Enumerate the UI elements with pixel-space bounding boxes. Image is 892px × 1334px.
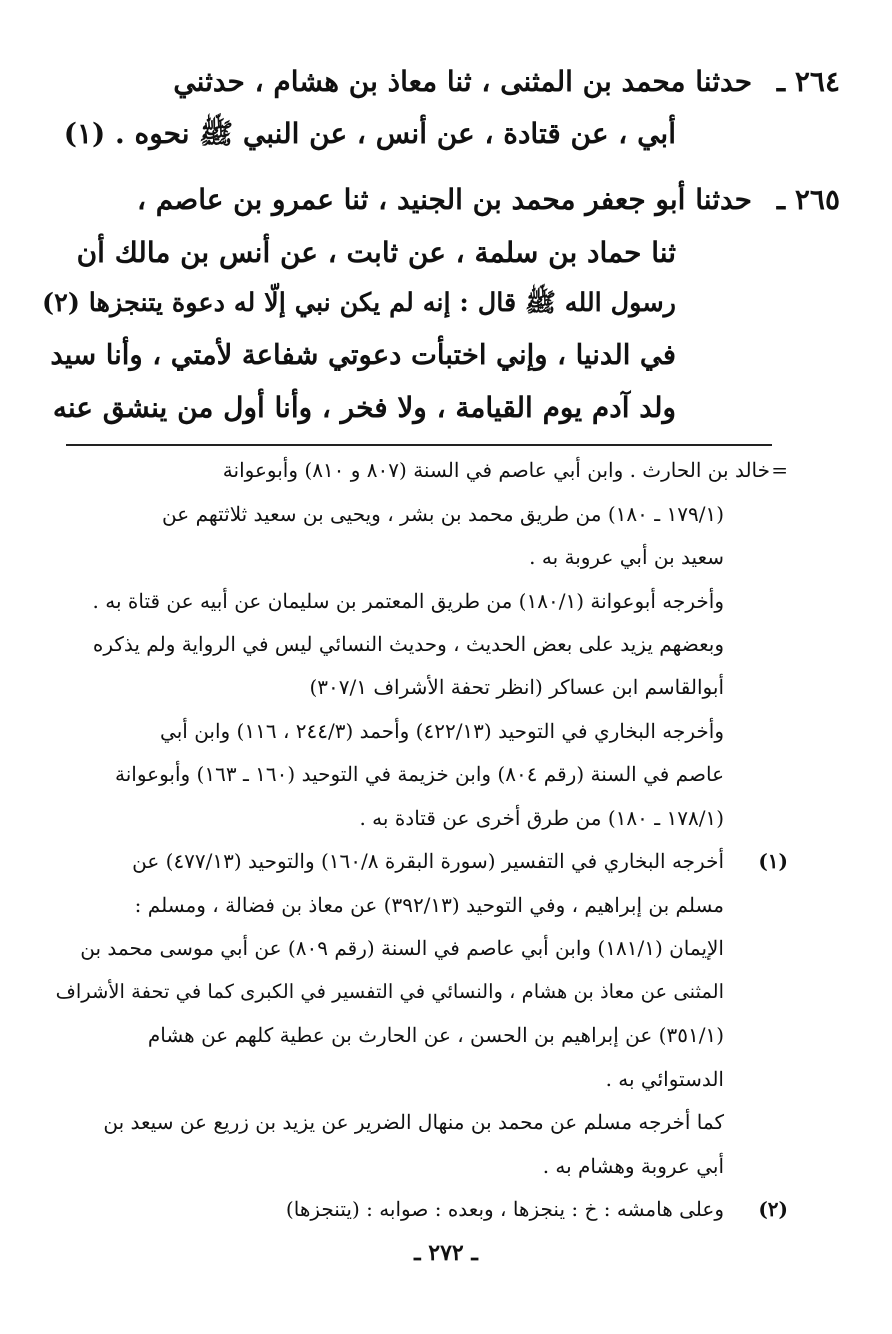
- hadith-text-line: أبي ، عن قتادة ، عن أنس ، عن النبي ﷺ نحوه . (١): [63, 117, 676, 150]
- footnote-line: مسلم بن إبراهيم ، وفي التوحيد (٣٩٢/١٣) عن معاذ بن فضالة ، ومسلم :: [134, 893, 724, 917]
- footnote-line: وعلى هامشه : خ : ينجزها ، وبعده : صوابه : (يتنجزها): [285, 1197, 724, 1221]
- footnote-line: المثنى عن معاذ بن هشام ، والنسائي في التفسير في الكبرى كما في تحفة الأشراف: [55, 980, 724, 1003]
- hadith-number: ٢٦٥ ـ: [776, 183, 840, 216]
- footnote-line: أخرجه البخاري في التفسير (سورة البقرة ١٦٠/٨) والتوحيد (٤٧٧/١٣) عن: [132, 849, 724, 873]
- footnote-line: وأخرجه أبوعوانة (١٨٠/١) من طريق المعتمر بن سليمان عن أبيه عن قتاة به .: [92, 589, 724, 613]
- footnote-line: كما أخرجه مسلم عن محمد بن منهال الضرير عن يزيد بن زريع عن سيعد بن: [103, 1110, 724, 1134]
- hadith-number: ٢٦٤ ـ: [776, 65, 840, 98]
- footnote-line: (٣٥١/١) عن إبراهيم بن الحسن ، عن الحارث بن عطية كلهم عن هشام: [147, 1023, 724, 1047]
- footnote-line: وأخرجه البخاري في التوحيد (٤٢٢/١٣) وأحمد (٢٤٤/٣ ، ١١٦) وابن أبي: [160, 719, 724, 743]
- page-number: ـ ٢٧٢ ـ: [414, 1240, 478, 1266]
- footnote-line: أبي عروبة وهشام به .: [542, 1154, 724, 1178]
- hadith-text-line: حدثنا محمد بن المثنى ، ثنا معاذ بن هشام ، حدثني: [173, 65, 752, 98]
- hadith-text-line: حدثنا أبو جعفر محمد بن الجنيد ، ثنا عمرو بن عاصم ،: [137, 183, 752, 216]
- footnote-line: خالد بن الحارث . وابن أبي عاصم في السنة (٨٠٧ و ٨١٠) وأبوعوانة: [222, 458, 770, 482]
- hadith-text-line: ثنا حماد بن سلمة ، عن ثابت ، عن أنس بن مالك أن: [76, 236, 676, 269]
- footnote-marker-2: (٢): [758, 1197, 788, 1221]
- footnote-divider: [66, 444, 772, 446]
- footnote-line: عاصم في السنة (رقم ٨٠٤) وابن خزيمة في التوحيد (١٦٠ ـ ١٦٣) وأبوعوانة: [114, 762, 724, 786]
- hadith-text-line: ولد آدم يوم القيامة ، ولا فخر ، وأنا أول من ينشق عنه: [52, 391, 676, 424]
- hadith-text-line: رسول الله ﷺ قال : إنه لم يكن نبي إلّا له دعوة يتنجزها (٢): [42, 288, 676, 318]
- footnote-line: وبعضهم يزيد على بعض الحديث ، وحديث النسائي ليس في الرواية ولم يذكره: [92, 632, 724, 656]
- footnote-line: الإيمان (١٨١/١) وابن أبي عاصم في السنة (رقم ٨٠٩) عن أبي موسى محمد بن: [80, 936, 724, 960]
- footnote-line: سعيد بن أبي عروبة به .: [529, 545, 724, 569]
- continuation-marker: =: [771, 458, 788, 482]
- footnote-line: الدستوائي به .: [605, 1067, 724, 1091]
- hadith-text-line: في الدنيا ، وإني اختبأت دعوتي شفاعة لأمتي ، وأنا سيد: [50, 339, 676, 371]
- footnote-line: أبوالقاسم ابن عساكر (انظر تحفة الأشراف ٣٠٧/١): [309, 675, 724, 699]
- footnote-line: (١٧٩/١ ـ ١٨٠) من طريق محمد بن بشر ، ويحيى بن سعيد ثلاثتهم عن: [162, 502, 724, 526]
- footnote-marker-1: (١): [758, 849, 788, 873]
- footnote-line: (١٧٨/١ ـ ١٨٠) من طرق أخرى عن قتادة به .: [359, 806, 724, 830]
